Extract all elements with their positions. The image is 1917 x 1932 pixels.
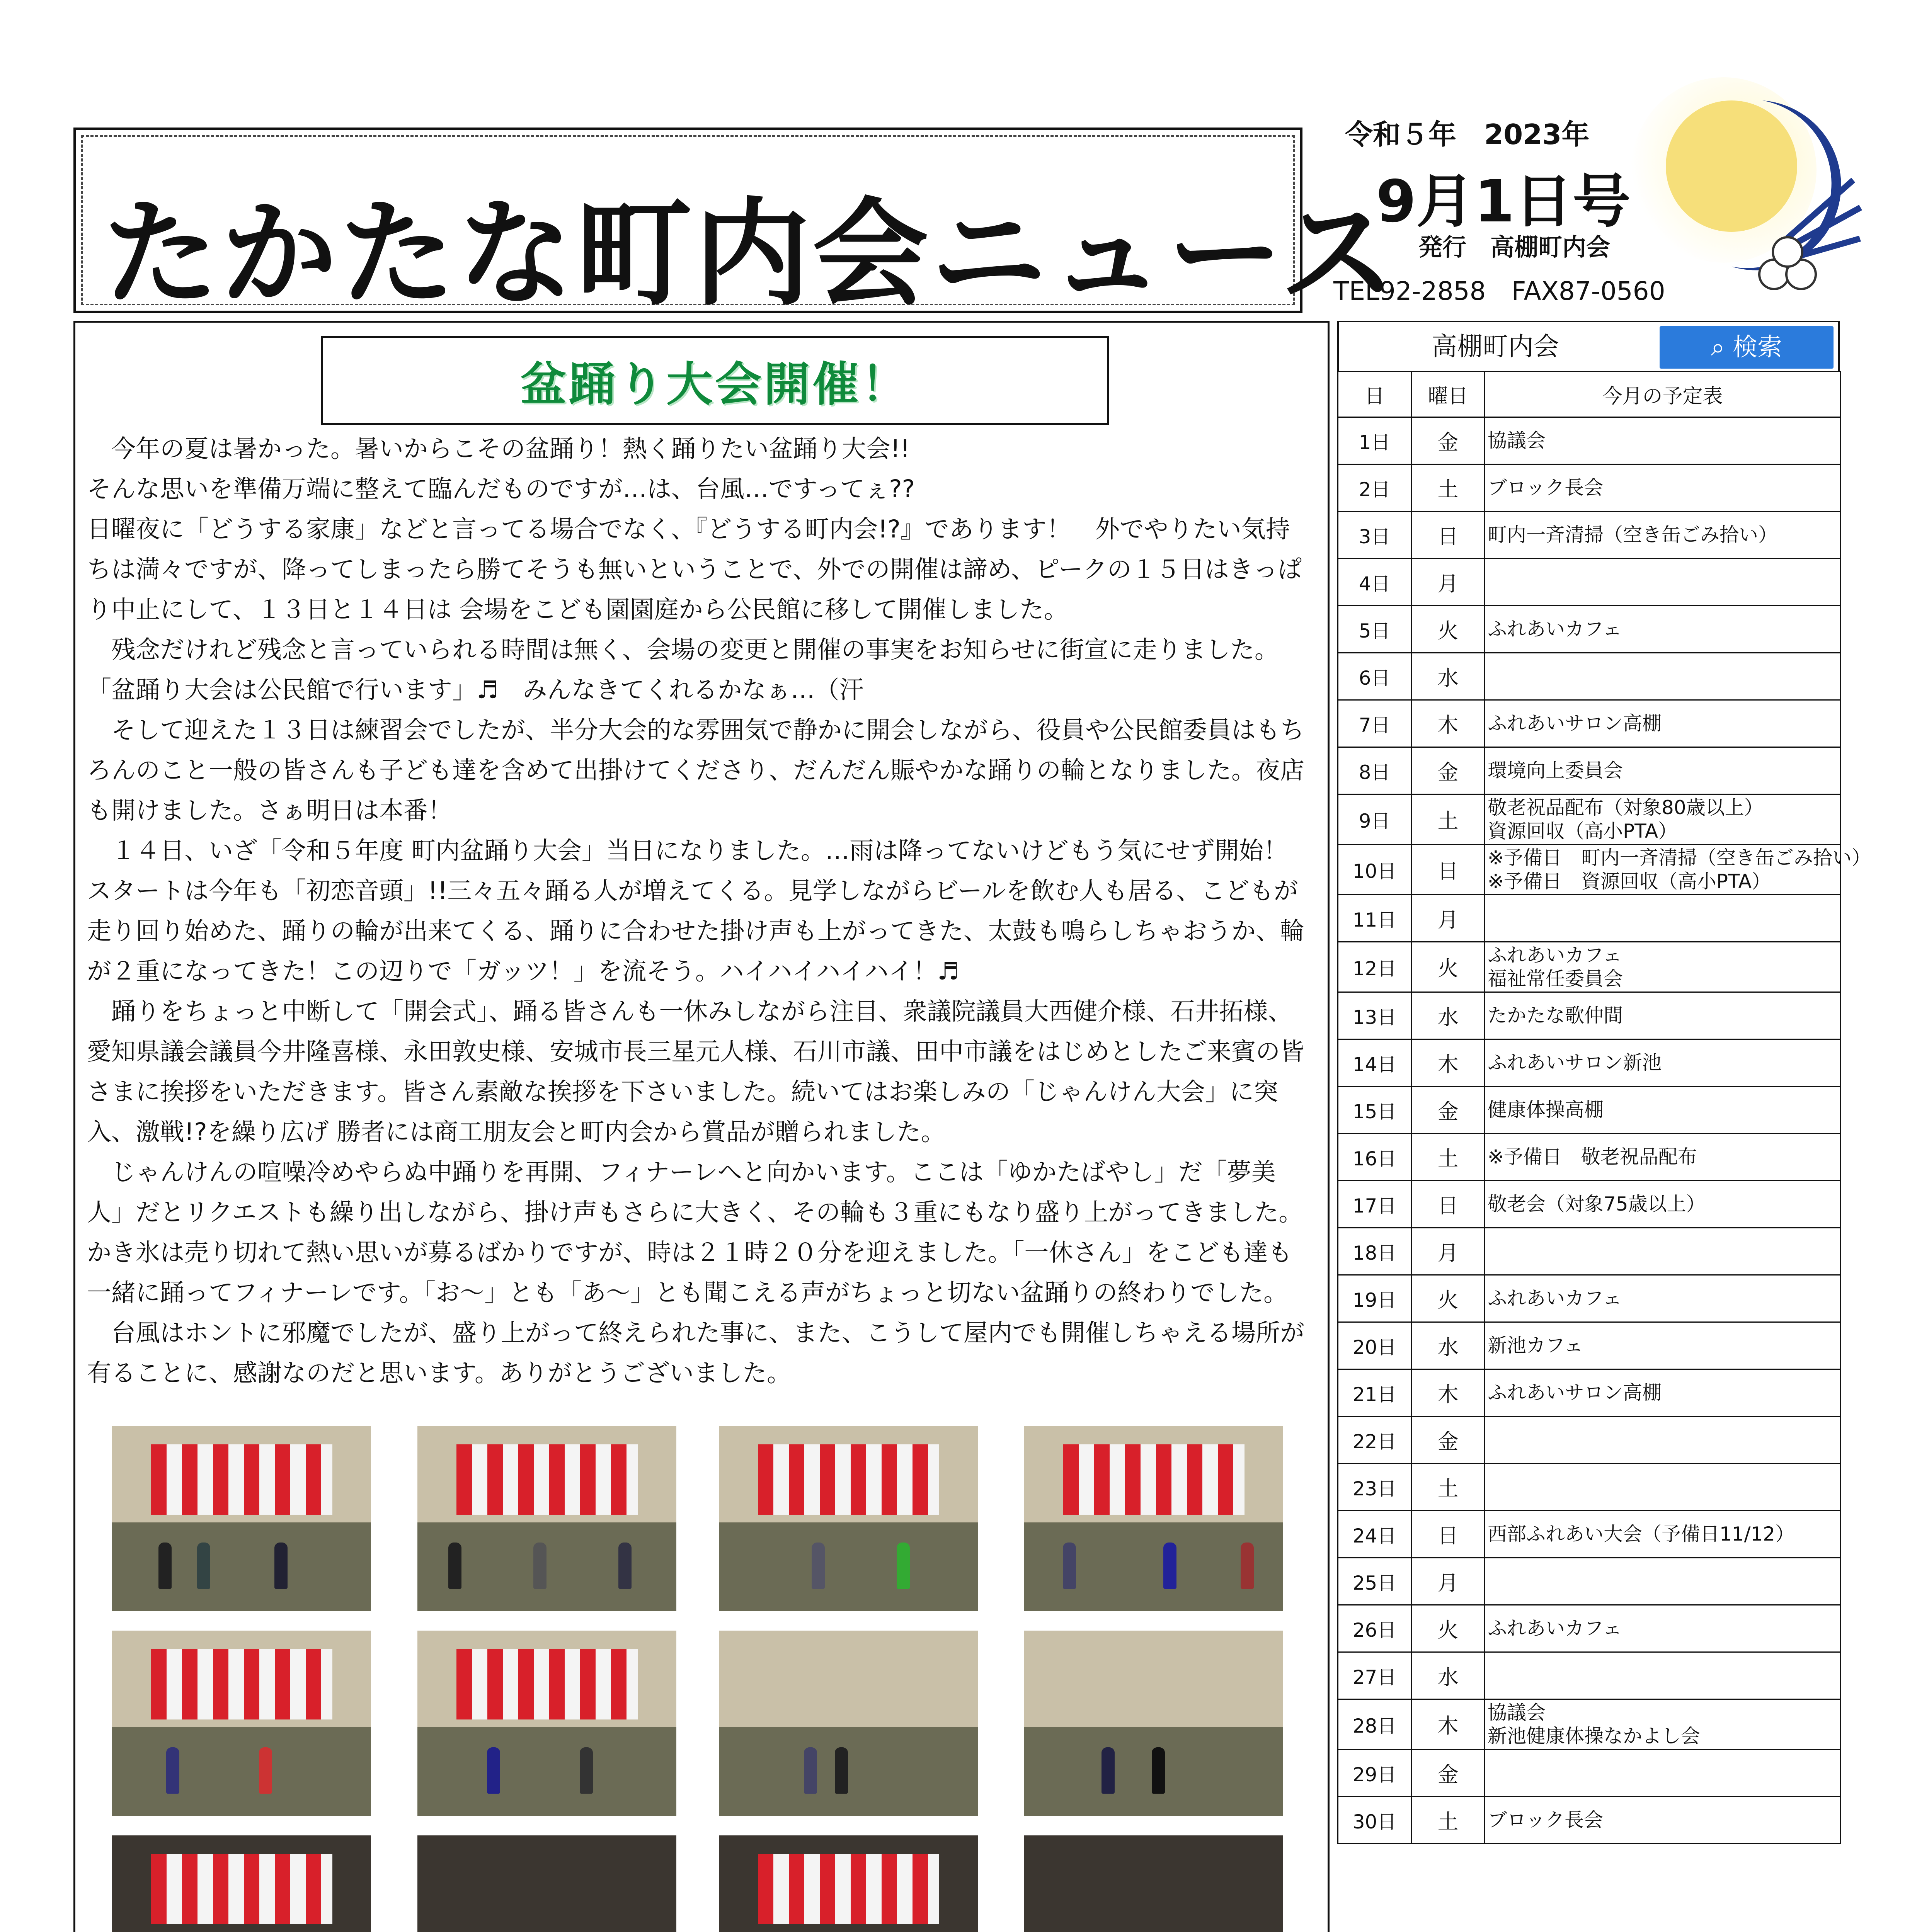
- event-photo: [112, 1835, 371, 1932]
- schedule-row: [1338, 417, 1840, 464]
- schedule-weekday: 月: [1411, 895, 1485, 942]
- schedule-row: [1338, 1228, 1840, 1275]
- schedule-events: [1485, 417, 1840, 464]
- schedule-row: [1338, 1087, 1840, 1134]
- schedule-weekday: 金: [1411, 1750, 1485, 1797]
- schedule-event: ふれあいカフェ: [1488, 1617, 1622, 1639]
- schedule-weekday: 火: [1411, 942, 1485, 992]
- schedule-events: [1485, 1652, 1840, 1699]
- schedule-events: [1485, 559, 1840, 606]
- schedule-row: [1338, 1134, 1840, 1181]
- schedule-row: [1338, 747, 1840, 794]
- schedule-day: 22日: [1338, 1417, 1411, 1464]
- schedule-event: ふれあいサロン高棚: [1488, 712, 1662, 735]
- schedule-events: [1485, 1605, 1840, 1652]
- schedule-weekday: 金: [1411, 747, 1485, 794]
- schedule-header: [1337, 321, 1840, 371]
- event-photo: [112, 1426, 371, 1611]
- event-photo: [417, 1631, 676, 1816]
- moon-illustration: [1515, 73, 1863, 313]
- schedule-day: 9日: [1338, 794, 1411, 845]
- schedule-event: ブロック長会: [1488, 476, 1603, 499]
- schedule-weekday: 日: [1411, 845, 1485, 895]
- schedule-row: [1338, 559, 1840, 606]
- schedule-events: [1485, 895, 1840, 942]
- monthly-schedule: [1337, 321, 1871, 1844]
- schedule-events: [1485, 606, 1840, 653]
- schedule-row: [1338, 1369, 1840, 1417]
- schedule-weekday: 木: [1411, 1039, 1485, 1087]
- column-header: 日: [1338, 372, 1411, 417]
- schedule-row: [1338, 992, 1840, 1039]
- schedule-day: 12日: [1338, 942, 1411, 992]
- article-paragraph: 今年の夏は暑かった。暑いからこその盆踊り！熱く踊りたい盆踊り大会!!: [111, 435, 910, 463]
- schedule-event: 敬老祝品配布（対象80歳以上）: [1488, 796, 1764, 819]
- article-paragraph: １４日、いざ「令和５年度 町内盆踊り大会」当日になりました。…雨は降ってないけどもう気にせず開始！スタートは今年も「初恋音頭」!!三々五々踊る人が増えてくる。見学しながらビールを飲む人も居る、こどもが走り回り始めた、踊りの輪が出来てくる、踊りに合わせた掛け声も上がってきた、太鼓も鳴らしちゃおうか、輪が２重になってきた！この辺りで「ガッツ！」を流そう。ハイハイハイハイ！♬: [87, 837, 1304, 985]
- article-paragraph: 残念だけれど残念と言っていられる時間は無く、会場の変更と開催の事実をお知らせに街宣に走りました。「盆踊り大会は公民館で行います」♬ みんなきてくれるかなぁ…（汗: [87, 636, 1279, 704]
- schedule-day: 30日: [1338, 1797, 1411, 1844]
- event-photo: [112, 1631, 371, 1816]
- schedule-row: [1338, 1417, 1840, 1464]
- schedule-day: 2日: [1338, 464, 1411, 512]
- schedule-weekday: 木: [1411, 1699, 1485, 1750]
- schedule-weekday: 木: [1411, 1369, 1485, 1417]
- schedule-event: ふれあいサロン新池: [1488, 1051, 1662, 1074]
- schedule-weekday: 月: [1411, 559, 1485, 606]
- event-photo: [719, 1631, 978, 1816]
- schedule-row: [1338, 1275, 1840, 1322]
- schedule-day: 24日: [1338, 1511, 1411, 1558]
- schedule-day: 28日: [1338, 1699, 1411, 1750]
- event-photo: [1024, 1835, 1283, 1932]
- schedule-day: 23日: [1338, 1464, 1411, 1511]
- schedule-events: [1485, 1699, 1840, 1750]
- schedule-day: 16日: [1338, 1134, 1411, 1181]
- schedule-day: 26日: [1338, 1605, 1411, 1652]
- schedule-weekday: 火: [1411, 606, 1485, 653]
- schedule-event: 町内一斉清掃（空き缶ごみ拾い）: [1488, 524, 1777, 546]
- schedule-events: [1485, 653, 1840, 700]
- schedule-row: [1338, 794, 1840, 845]
- schedule-day: 3日: [1338, 512, 1411, 559]
- schedule-row: [1338, 942, 1840, 992]
- schedule-events: [1485, 1417, 1840, 1464]
- schedule-weekday: 火: [1411, 1605, 1485, 1652]
- column-header: 今月の予定表: [1485, 372, 1840, 417]
- schedule-row: [1338, 1652, 1840, 1699]
- schedule-day: 20日: [1338, 1322, 1411, 1369]
- newsletter-title: たかたな町内会ニュース: [103, 187, 1398, 321]
- schedule-event: 福祉常任委員会: [1488, 967, 1623, 990]
- schedule-day: 17日: [1338, 1181, 1411, 1228]
- schedule-events: [1485, 1181, 1840, 1228]
- schedule-events: [1485, 1134, 1840, 1181]
- event-photo-grid: [112, 1426, 1291, 1932]
- article-paragraph: そんな思いを準備万端に整えて臨んだものですが…は、台風…ですってぇ??: [87, 475, 915, 503]
- schedule-row: [1338, 464, 1840, 512]
- schedule-day: 18日: [1338, 1228, 1411, 1275]
- schedule-events: [1485, 1797, 1840, 1844]
- schedule-event: 協議会: [1488, 429, 1546, 452]
- schedule-event: ふれあいカフェ: [1488, 944, 1622, 966]
- schedule-events: [1485, 1369, 1840, 1417]
- schedule-weekday: 月: [1411, 1228, 1485, 1275]
- event-photo: [1024, 1426, 1283, 1611]
- schedule-day: 14日: [1338, 1039, 1411, 1087]
- schedule-events: [1485, 1039, 1840, 1087]
- schedule-events: [1485, 700, 1840, 747]
- schedule-weekday: 金: [1411, 417, 1485, 464]
- schedule-events: [1485, 1322, 1840, 1369]
- schedule-row: [1338, 1181, 1840, 1228]
- schedule-day: 29日: [1338, 1750, 1411, 1797]
- schedule-event: ふれあいカフェ: [1488, 618, 1622, 640]
- schedule-events: [1485, 845, 1871, 895]
- schedule-day: 7日: [1338, 700, 1411, 747]
- schedule-weekday: 土: [1411, 1797, 1485, 1844]
- article-paragraph: そして迎えた１３日は練習会でしたが、半分大会的な雰囲気で静かに開会しながら、役員や公民館委員はもちろんのこと一般の皆さんも子ども達を含めて出掛けてくださり、だんだん賑やかな踊りの輪となりました。夜店も開けました。さぁ明日は本番！: [87, 716, 1304, 825]
- schedule-event: ※予備日 敬老祝品配布: [1488, 1146, 1697, 1168]
- article-body: [87, 429, 1312, 1393]
- schedule-day: 11日: [1338, 895, 1411, 942]
- schedule-table: [1337, 371, 1871, 1844]
- schedule-weekday: 土: [1411, 1134, 1485, 1181]
- schedule-event: 環境向上委員会: [1488, 759, 1623, 782]
- schedule-row: [1338, 1322, 1840, 1369]
- schedule-events: [1485, 747, 1840, 794]
- schedule-weekday: 日: [1411, 1511, 1485, 1558]
- schedule-header-row: [1338, 372, 1840, 417]
- schedule-event: ※予備日 町内一斉清掃（空き缶ごみ拾い）: [1488, 846, 1871, 869]
- schedule-events: [1485, 1087, 1840, 1134]
- schedule-event: たかたな歌仲間: [1488, 1004, 1623, 1027]
- schedule-day: 6日: [1338, 653, 1411, 700]
- schedule-day: 21日: [1338, 1369, 1411, 1417]
- schedule-events: [1485, 1275, 1840, 1322]
- schedule-weekday: 水: [1411, 1652, 1485, 1699]
- schedule-row: [1338, 1039, 1840, 1087]
- event-photo: [719, 1426, 978, 1611]
- schedule-events: [1485, 992, 1840, 1039]
- schedule-events: [1485, 1511, 1840, 1558]
- schedule-events: [1485, 794, 1840, 845]
- issue-publisher: 発行 高棚町内会: [1418, 233, 1611, 261]
- schedule-weekday: 水: [1411, 992, 1485, 1039]
- schedule-weekday: 土: [1411, 464, 1485, 512]
- article-paragraph: 踊りをちょっと中断して「開会式」、踊る皆さんも一休みしながら注目、衆議院議員大西健介様、石井拓様、愛知県議会議員今井隆喜様、永田敦史様、安城市長三星元人様、石川市議、田中市議をはじめとしたご来賓の皆さまに挨拶をいただきます。皆さん素敵な挨拶を下さいました。続いてはお楽しみの「じゃんけん大会」に突入、激戦!?を繰り広げ 勝者には商工朋友会と町内会から賞品が贈られました。: [87, 997, 1304, 1146]
- schedule-row: [1338, 606, 1840, 653]
- article-heading: 盆踊り大会開催！: [520, 358, 910, 412]
- schedule-weekday: 水: [1411, 653, 1485, 700]
- schedule-row: [1338, 1605, 1840, 1652]
- schedule-row: [1338, 1699, 1840, 1750]
- schedule-event: 資源回収（高小PTA）: [1488, 820, 1678, 842]
- event-photo: [417, 1426, 676, 1611]
- schedule-event: ※予備日 資源回収（高小PTA）: [1488, 870, 1771, 893]
- schedule-events: [1485, 1558, 1840, 1605]
- schedule-day: 13日: [1338, 992, 1411, 1039]
- article-paragraph: 日曜夜に「どうする家康」などと言ってる場合でなく、『どうする町内会!?』であります！ 外でやりたい気持ちは満々ですが、降ってしまったら勝てそうも無いということで、外での開催は諦め、ピークの１５日はきっぱり中止にして、１３日と１４日は 会場をこども園園庭から公民館に移して開催しました。: [87, 515, 1302, 624]
- event-photo: [1024, 1631, 1283, 1816]
- schedule-day: 25日: [1338, 1558, 1411, 1605]
- search-button[interactable]: [1660, 326, 1834, 369]
- schedule-event: ふれあいカフェ: [1488, 1287, 1622, 1310]
- schedule-day: 8日: [1338, 747, 1411, 794]
- schedule-event: 敬老会（対象75歳以上）: [1488, 1193, 1706, 1215]
- article-paragraph: じゃんけんの喧噪冷めやらぬ中踊りを再開、フィナーレへと向かいます。ここは「ゆかたばやし」だ「夢美人」だとリクエストも繰り出しながら、掛け声もさらに大きく、その輪も３重にもなり盛り上がってきました。かき氷は売り切れて熱い思いが募るばかりですが、時は２１時２０分を迎えました。「一休さん」をこども達も一緒に踊ってフィナーレです。「お～」とも「あ～」とも聞こえる声がちょっと切ない盆踊りの終わりでした。: [87, 1158, 1303, 1307]
- issue-contact: TEL92-2858 FAX87-0560: [1333, 276, 1665, 306]
- schedule-weekday: 日: [1411, 1181, 1485, 1228]
- schedule-weekday: 土: [1411, 1464, 1485, 1511]
- schedule-day: 19日: [1338, 1275, 1411, 1322]
- schedule-events: [1485, 1750, 1840, 1797]
- schedule-events: [1485, 464, 1840, 512]
- schedule-day: 5日: [1338, 606, 1411, 653]
- schedule-weekday: 日: [1411, 512, 1485, 559]
- schedule-row: [1338, 1558, 1840, 1605]
- schedule-event: 新池健康体操なかよし会: [1488, 1725, 1700, 1747]
- schedule-row: [1338, 700, 1840, 747]
- schedule-weekday: 水: [1411, 1322, 1485, 1369]
- schedule-row: [1338, 1750, 1840, 1797]
- schedule-events: [1485, 512, 1840, 559]
- schedule-row: [1338, 1511, 1840, 1558]
- event-photo: [719, 1835, 978, 1932]
- schedule-day: 27日: [1338, 1652, 1411, 1699]
- schedule-event: ブロック長会: [1488, 1809, 1603, 1831]
- article-paragraph: 台風はホントに邪魔でしたが、盛り上がって終えられた事に、また、こうして屋内でも開催しちゃえる場所が有ることに、感謝なのだと思います。ありがとうございました。: [87, 1319, 1304, 1387]
- schedule-day: 1日: [1338, 417, 1411, 464]
- search-icon: ⌕: [1711, 333, 1725, 362]
- schedule-day: 4日: [1338, 559, 1411, 606]
- schedule-day: 10日: [1338, 845, 1411, 895]
- schedule-row: [1338, 653, 1840, 700]
- schedule-org-name: 高棚町内会: [1432, 332, 1559, 361]
- schedule-row: [1338, 1797, 1840, 1844]
- schedule-row: [1338, 512, 1840, 559]
- schedule-events: [1485, 942, 1840, 992]
- schedule-row: [1338, 895, 1840, 942]
- issue-era: 令和５年 2023年: [1345, 118, 1590, 151]
- schedule-event: 西部ふれあい大会（予備日11/12）: [1488, 1523, 1795, 1545]
- schedule-row: [1338, 845, 1840, 895]
- schedule-weekday: 金: [1411, 1087, 1485, 1134]
- schedule-events: [1485, 1464, 1840, 1511]
- schedule-event: 協議会: [1488, 1701, 1546, 1724]
- schedule-day: 15日: [1338, 1087, 1411, 1134]
- schedule-weekday: 金: [1411, 1417, 1485, 1464]
- article-heading-box: [321, 336, 1109, 425]
- column-header: 曜日: [1411, 372, 1485, 417]
- schedule-events: [1485, 1228, 1840, 1275]
- schedule-weekday: 木: [1411, 700, 1485, 747]
- schedule-event: 新池カフェ: [1488, 1334, 1583, 1357]
- schedule-row: [1338, 1464, 1840, 1511]
- event-photo: [417, 1835, 676, 1932]
- schedule-weekday: 土: [1411, 794, 1485, 845]
- schedule-weekday: 火: [1411, 1275, 1485, 1322]
- search-button-label: 検索: [1733, 333, 1783, 362]
- schedule-event: 健康体操高棚: [1488, 1099, 1604, 1121]
- schedule-weekday: 月: [1411, 1558, 1485, 1605]
- masthead-frame: [73, 128, 1398, 321]
- schedule-event: ふれあいサロン高棚: [1488, 1381, 1662, 1404]
- issue-date: 9月1日号: [1376, 168, 1631, 235]
